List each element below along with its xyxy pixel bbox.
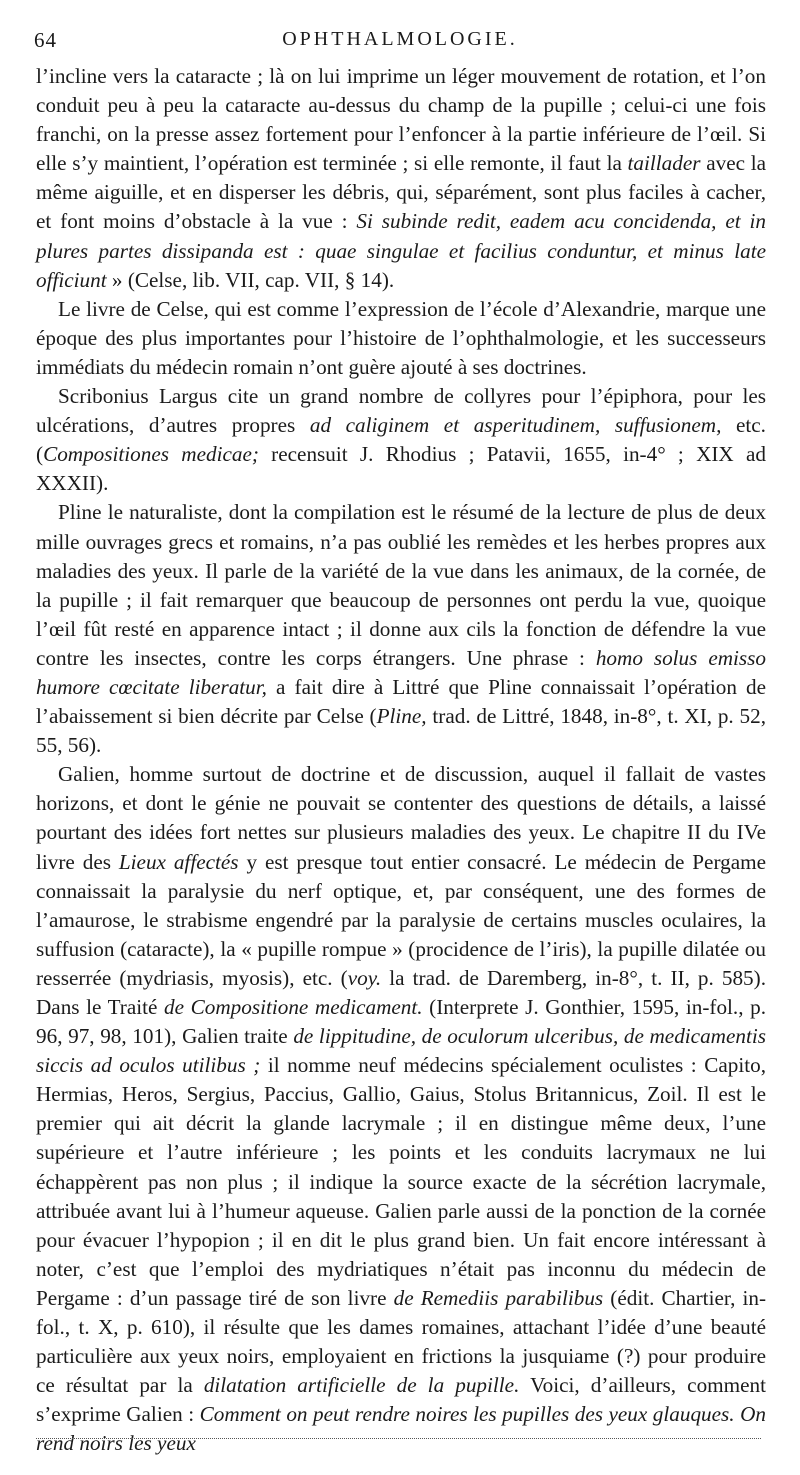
paragraph — [36, 295, 766, 382]
italic-text: de lippitudine, de oculorum ulceribus, de medicamentis siccis ad oculos utilibus ; — [36, 1024, 766, 1078]
body-text — [36, 62, 766, 1459]
text-run: il nomme neuf médecins spécialement oculistes : Capito, Hermias, Heros, Sergius, Paccius, Gallio, Gaius, Stolus Britannicus, Zoil. Il est le premier qui ait décrit la glande lacrymale ; il en distingue même deux, l’une supérieure et l’autre inférieure ; les points et les conduits lacrymaux ne lui échappèrent pas non plus ; il indique la source exacte de la sécrétion lacrymale, attribuée avant lui à l’humeur aqueuse. Galien parle aussi de la ponction de la cornée pour évacuer l’hypopion ; il en dit le plus grand bien. Un fait encore intéressant à noter, c’est que l’emploi des mydriatiques n’était pas inconnu du médecin de Pergame : d’un passage tiré de son livre — [36, 1053, 766, 1310]
italic-text: homo solus emisso humore cœcitate liberatur, — [36, 645, 766, 699]
text-run: l’incline vers la cataracte ; là on lui imprime un léger mouvement de rotation, et l’on conduit peu à peu la cataracte au-dessus du champ de la pupille ; celui-ci une fois franchi, on la presse assez fortement pour l’enfoncer à la partie inférieure de l’œil. Si elle s’y maintient, l’opération est terminée ; si elle remonte, il faut la — [36, 64, 766, 176]
text-run: recensuit J. Rhodius ; Patavii, 1655, in-4° ; XIX ad XXXII). — [36, 442, 766, 496]
text-run: Voici, d’ailleurs, comment s’exprime Galien : — [36, 1373, 767, 1427]
italic-text: Pline, — [376, 704, 427, 729]
text-run: avec la même aiguille, et en disperser les débris, qui, séparément, sont plus faciles à cacher, et font moins d’obstacle à la vue : — [36, 151, 766, 234]
text-run: Le livre de Celse, qui est comme l’expression de l’école d’Alexandrie, marque une époque des plus importantes pour l’histoire de l’ophthalmologie, et les successeurs immédiats du médecin romain n’ont guère ajouté à ses doctrines. — [36, 296, 766, 379]
text-run: la trad. de Daremberg, in-8°, t. II, p. 585). Dans le Traité — [36, 965, 767, 1019]
page-header — [34, 28, 766, 58]
text-run: Pline le naturaliste, dont la compilation est le résumé de la lecture de plus de deux mille ouvrages grecs et romains, n’a pas oublié les remèdes et les herbes propres aux maladies des yeux. Il parle de la variété de la vue dans les animaux, de la cornée, de la pupille ; il fait remarquer que beaucoup de personnes ont perdu la vue, quoique l’œil fût resté en apparence intact ; il donne aux cils la fonction de défendre la vue contre les insectes, contre les corps étrangers. Une phrase : — [36, 500, 766, 670]
text-run: (édit. Chartier, in-fol., t. X, p. 610), il résulte que les dames romaines, attachant l’idée d’une beauté particulière aux yeux noirs, employaient en frictions la jusquiame (?) pour produire ce résultat par la — [36, 1285, 766, 1398]
text-run: » (Celse, lib. VII, cap. VII, § 14). — [106, 267, 395, 292]
paragraph — [36, 498, 766, 760]
running-title: OPHTHALMOLOGIE. — [282, 28, 518, 50]
italic-text: ad caliginem et asperitudinem, suffusionem, — [309, 413, 722, 438]
page-number: 64 — [34, 28, 57, 52]
italic-text: de Remediis parabilibus — [393, 1285, 604, 1310]
text-run: a fait dire à Littré que Pline connaissait l’opération de l’abaissement si bien décrite par Celse ( — [36, 674, 766, 729]
text-run: (Interprete J. Gonthier, 1595, in-fol., p. 96, 97, 98, 101), Galien traite — [36, 995, 766, 1049]
italic-text: dilatation artificielle de la pupille. — [203, 1373, 520, 1398]
italic-text: Lieux affectés — [118, 849, 239, 874]
paragraph — [36, 760, 766, 1458]
text-run: Scribonius Largus cite un grand nombre de collyres pour l’épiphora, pour les ulcérations, d’autres propres — [36, 384, 766, 438]
text-run: trad. de Littré, 1848, in-8°, t. XI, p. 52, 55, 56). — [36, 704, 766, 758]
text-run: y est presque tout entier consacré. Le médecin de Pergame connaissait la paralysie du nerf optique, et, par conséquent, une des formes de l’amaurose, le strabisme engendré par la paralysie de certains muscles oculaires, la suffusion (cataracte), la « pupille rompue » (procidence de l’iris), la pupille dilatée ou resserrée (mydriasis, myosis), etc. ( — [36, 849, 766, 990]
paragraph — [36, 382, 766, 498]
italic-text: voy. — [347, 965, 382, 990]
italic-text: de Compositione medicament. — [164, 995, 423, 1019]
italic-text: taillader — [627, 151, 701, 176]
italic-text: Comment on peut rendre noires les pupilles des yeux glauques. On rend noirs les yeux — [36, 1402, 767, 1456]
text-run: Galien, homme surtout de doctrine et de discussion, auquel il fallait de vastes horizons, et dont le génie ne pouvait se contenter des questions de détails, a laissé pourtant des idées fort nettes sur plusieurs maladies des yeux. Le chapitre II du IVe livre des — [36, 762, 766, 874]
italic-text: Compositiones medicae; — [43, 442, 259, 467]
text-run: etc. ( — [36, 413, 766, 467]
paragraph — [36, 62, 766, 295]
italic-text: Si subinde redit, eadem acu concidenda, et in plures partes dissipanda est : quae singulae et facilius conduntur, et minus late officiunt — [36, 209, 766, 292]
footer-dotted-rule — [36, 1438, 761, 1439]
